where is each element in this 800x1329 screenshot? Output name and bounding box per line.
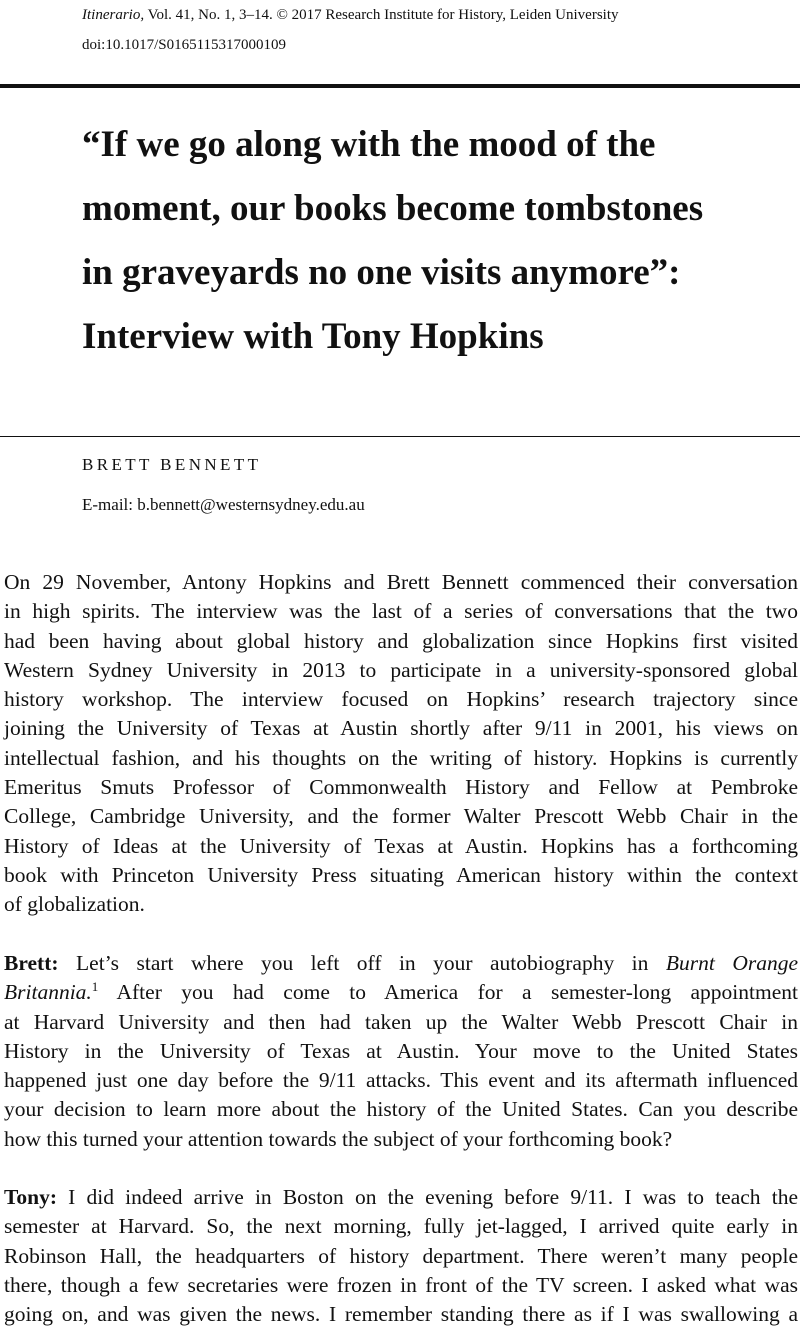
author-name: BRETT BENNETT	[82, 455, 262, 474]
text-line: how this turned your attention towards the subject of your forthcoming book?	[4, 1126, 673, 1151]
title-line: moment, our books become tombstones	[82, 188, 704, 229]
text-line: Robinson Hall, the headquarters of history department. There weren’t many people	[4, 1243, 798, 1268]
text-line: History of Ideas at the University of Texas at Austin. Hopkins has a forthcoming	[4, 833, 798, 858]
text-line	[4, 978, 798, 1007]
title-line: in graveyards no one visits anymore”:	[82, 252, 681, 293]
title-line: “If we go along with the mood of the	[82, 124, 656, 165]
text-line: On 29 November, Antony Hopkins and Brett Bennett commenced their conversation	[4, 570, 798, 594]
intro-paragraph	[4, 568, 798, 920]
doi-line[interactable]: doi:10.1017/S0165115317000109	[82, 37, 287, 53]
text-line: your decision to learn more about the history of the United States. Can you describe	[4, 1097, 798, 1122]
text-line: joining the University of Texas at Austin shortly after 9/11 in 2001, his views on	[4, 716, 798, 741]
text-line	[4, 949, 798, 978]
text-line: of globalization.	[4, 892, 145, 917]
speaker-brett: Brett:	[4, 951, 59, 975]
text-line: in high spirits. The interview was the last of a series of conversations that the two	[4, 599, 798, 624]
text-line: had been having about global history and globalization since Hopkins first visited	[4, 628, 798, 653]
text-line: history workshop. The interview focused on Hopkins’ research trajectory since	[4, 687, 798, 712]
footnote-marker[interactable]: 1	[91, 979, 99, 995]
article-title	[82, 113, 782, 369]
book-title: Burnt Orange	[665, 951, 799, 975]
text-line: intellectual fashion, and his thoughts on the writing of history. Hopkins is currently	[4, 745, 798, 770]
text-line: happened just one day before the 9/11 attacks. This event and its aftermath influenced	[4, 1068, 798, 1093]
journal-name: Itinerario,	[82, 7, 145, 23]
top-rule	[0, 84, 800, 88]
tony-answer-paragraph	[4, 1183, 798, 1329]
text-line: History in the University of Texas at Austin. Your move to the United States	[4, 1038, 798, 1063]
text-line: book with Princeton University Press situating American history within the context	[4, 862, 798, 887]
text-line: College, Cambridge University, and the former Walter Prescott Webb Chair in the	[4, 804, 798, 829]
question-text: After you had come to America for a semester-long appointment	[116, 980, 798, 1005]
citation-details: Vol. 41, No. 1, 3–14. © 2017 Research Institute for History, Leiden University	[147, 7, 619, 23]
text-line	[4, 1183, 798, 1212]
brett-question-paragraph	[4, 949, 798, 1154]
text-line: semester at Harvard. So, the next morning, fully jet-lagged, I arrived quite early in	[4, 1214, 798, 1239]
title-line: Interview with Tony Hopkins	[82, 316, 544, 357]
citation-line	[82, 0, 619, 30]
journal-header	[82, 0, 619, 60]
title-divider	[0, 436, 800, 437]
text-line: going on, and was given the news. I remember standing there as if I was swallowing a	[4, 1302, 798, 1327]
text-line: at Harvard University and then had taken up the Walter Webb Prescott Chair in	[4, 1009, 798, 1034]
text-line: Emeritus Smuts Professor of Commonwealth History and Fellow at Pembroke	[4, 775, 798, 800]
speaker-tony: Tony:	[4, 1185, 57, 1209]
book-title: Britannia.	[4, 980, 92, 1005]
text-line: there, though a few secretaries were frozen in front of the TV screen. I asked what was	[4, 1272, 798, 1297]
question-text: Let’s start where you left off in your autobiography in	[76, 951, 649, 975]
author-email[interactable]: E-mail: b.bennett@westernsydney.edu.au	[82, 495, 365, 514]
answer-text: I did indeed arrive in Boston on the evening before 9/11. I was to teach the	[68, 1185, 798, 1209]
text-line: Western Sydney University in 2013 to participate in a university-sponsored global	[4, 657, 798, 682]
